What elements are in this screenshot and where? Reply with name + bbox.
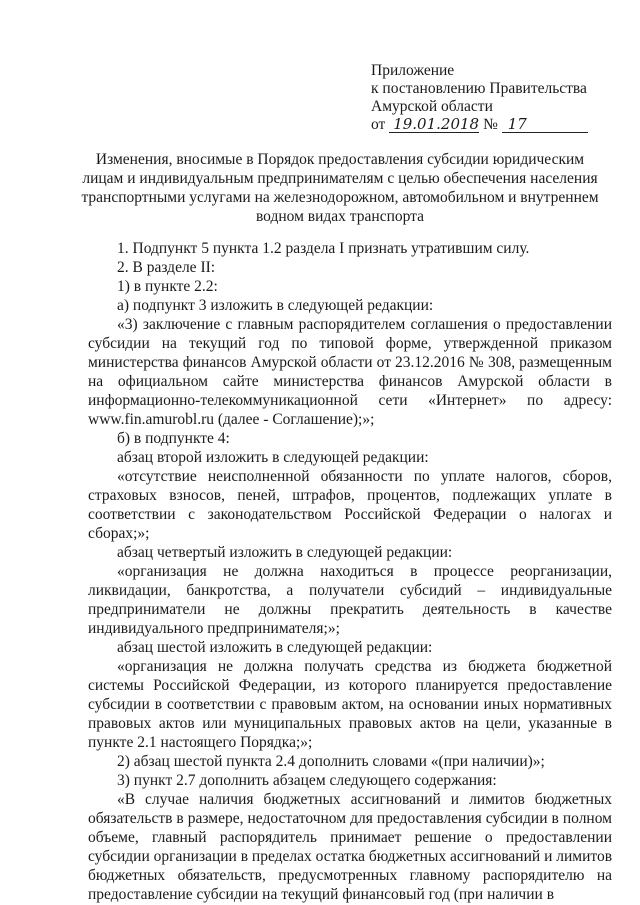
paragraph: абзац четвертый изложить в следующей редакции: (117, 544, 453, 561)
paragraph: «отсутствие неисполненной обязанности по уплате налогов, сборов, страховых взносов, пеней, штрафов, процентов, подлежащих уплате в соответствии с законодательством Российской Федерации о налогах и сборах;»; (88, 468, 612, 542)
paragraph: 3) пункт 2.7 дополнить абзацем следующего содержания: (117, 772, 497, 789)
paragraph: 2) абзац шестой пункта 2.4 дополнить словами «(при наличии)»; (117, 753, 545, 770)
paragraph: абзац второй изложить в следующей редакции: (117, 449, 429, 466)
handwritten-date: 19.01.2018 (389, 117, 479, 133)
paragraph: а) подпункт 3 изложить в следующей редакции: (117, 297, 434, 314)
appendix-header (371, 62, 588, 134)
handwritten-number: 17 (502, 117, 588, 133)
paragraph: абзац шестой изложить в следующей редакции: (117, 639, 433, 656)
number-prefix: № (483, 116, 498, 133)
appendix-label: Приложение (371, 62, 455, 79)
paragraph: «организация не должна находиться в процессе реорганизации, ликвидации, банкротства, а получатели субсидий – индивидуальные предприниматели не должны прекратить деятельность в качестве индивидуального предпринимателя;»; (88, 563, 612, 637)
date-prefix: от (371, 116, 386, 133)
paragraph: 1. Подпункт 5 пункта 1.2 раздела I признать утратившим силу. (117, 240, 530, 257)
paragraph: б) в подпункте 4: (117, 430, 230, 447)
paragraph: «3) заключение с главным распорядителем соглашения о предоставлении субсидии на текущий год по типовой форме, утвержденной приказом министерства финансов Амурской области от 23.12.2016 № 308, размещенным на официальном сайте министерства финансов Амурской области в информационно-телекоммуникационной сети «Интернет» по адресу: www.fin.amurobl.ru (далее - Соглашение);»; (88, 316, 612, 428)
document-body (88, 239, 612, 904)
resolution-reference: к постановлению Правительства (371, 80, 587, 97)
document-title: Изменения, вносимые в Порядок предоставления субсидии юридическим лицам и индивидуальным предпринимателям с целью обеспечения населения транспортными услугами на железнодорожном, автомобильном и внутреннем водном видах транспорта (81, 151, 599, 225)
paragraph: «организация не должна получать средства из бюджета бюджетной системы Российской Федерации, из которого планируется предоставление субсидии в соответствии с правовым актом, на основании иных нормативных правовых актов или муниципальных правовых актов на цели, указанные в пункте 2.1 настоящего Порядка;»; (88, 658, 612, 751)
paragraph: 2. В разделе II: (117, 259, 216, 276)
date-number-line (371, 116, 588, 134)
paragraph: 1) в пункте 2.2: (117, 278, 218, 295)
region-name: Амурской области (371, 98, 493, 115)
paragraph: «В случае наличия бюджетных ассигнований и лимитов бюджетных обязательств в размере, недостаточном для предоставления субсидии в полном объеме, главный распорядитель принимает решение о предоставлении субсидии организации в пределах остатка бюджетных ассигнований и лимитов бюджетных обязательств, предусмотренных главному распорядителю на предоставление субсидии на текущий финансовый год (при наличии в (88, 791, 613, 903)
